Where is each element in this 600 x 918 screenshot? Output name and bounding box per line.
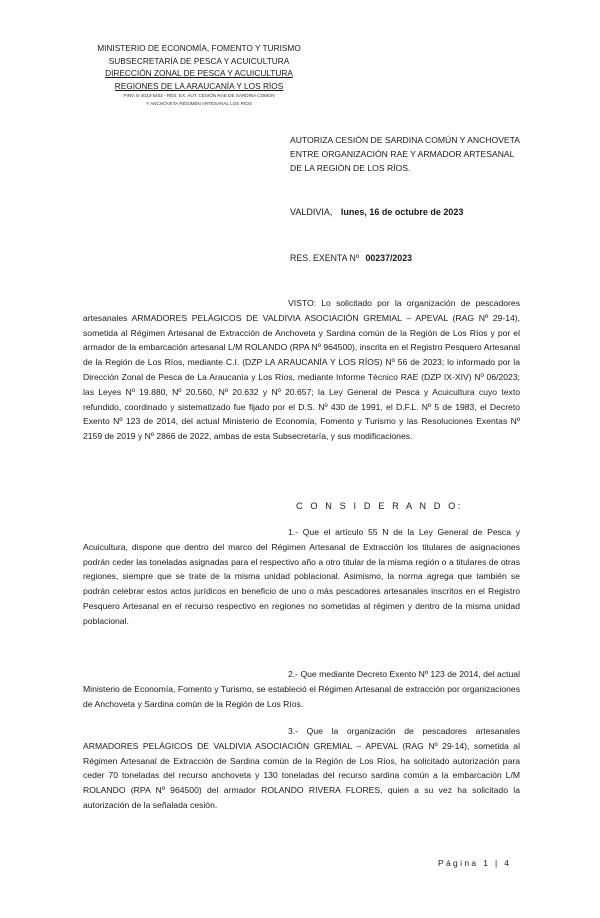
subsecretaria-name: SUBSECRETARÍA DE PESCA Y ACUICULTURA — [108, 55, 290, 66]
reference-line-1: PINV. E-2023-5402 - RES. EX. AUT. CESIÓN RAE DE SARDINA COMÚN — [123, 93, 275, 99]
item-2-first-line: 2.- Que mediante Decreto Exento Nº 123 de — [288, 669, 457, 679]
item-1-first-line: 1.- Que el artículo 55 N de la Ley General de — [288, 527, 483, 537]
considerando-heading: C O N S I D E R A N D O: — [296, 501, 464, 511]
resolution-label: RES. EXENTA Nº — [290, 253, 360, 263]
subject-line-2: ENTRE ORGANIZACIÓN RAE Y ARMADOR ARTESANAL — [290, 148, 515, 159]
reference-line-2: Y ANCHOVETA RÉGIMEN ARTESANAL LOS RÍOS — [146, 100, 252, 106]
considerando-item-2 — [83, 667, 520, 711]
visto-first-line: VISTO: Lo solicitado por la organización de — [288, 298, 471, 308]
subject-block — [290, 134, 560, 175]
date-value: lunes, 16 de octubre de 2023 — [340, 207, 464, 217]
visto-text: pescadores artesanales ARMADORES PELÁGICOS DE VALDIVIA ASOCIACIÓN GREMIAL – APEVAL (RAG Nº 29-14), sometida al Régimen Artesanal de Extracción de Anchoveta y Sardina común de la Región de Los Ríos y por el armador de la embarcación artesanal L/M ROLANDO (RPA Nº 964500), inscrita en el Registro Pesquero Artesanal de la Región de Los Ríos, mediante C.I. (DZP LA ARAUCANÍA Y LOS RÍOS) Nº 56 de 2023; lo informado por la Dirección Zonal de Pesca de La Araucanía y Los Ríos, mediante Informe Técnico RAE (DZP IX-XIV) Nº 06/2023; las Leyes Nº 19.880, Nº 20.560, Nº 20.632 y Nº 20.657; la Ley General de Pesca y Acuicultura cuyo texto refundido, coordinado y sistematizado fue fijado por el D.S. Nº 430 de 1991, el D.F.L. Nº 5 de 1983, el Decreto Exento Nº 123 de 2014, del actual Ministerio de Economía, Fomento y Turismo y las Resoluciones Exentas Nº 2159 de 2019 y Nº 2866 de 2022, ambas de esta Subsecretaría, y sus modificaciones. — [83, 298, 520, 442]
letterhead — [84, 42, 314, 107]
resolution-line — [290, 253, 412, 263]
city: VALDIVIA, — [290, 207, 333, 217]
considerando-item-1 — [83, 525, 520, 629]
item-2-text: 2014, del actual Ministerio de Economía, Fomento y Turismo, se estableció el Régimen Artesanal de extracción por organizaciones de Anchoveta y Sardina común de la Región de Los Ríos. — [83, 669, 520, 709]
subject-line-1: AUTORIZA CESIÓN DE SARDINA COMÚN Y ANCHOVETA — [290, 135, 521, 145]
visto-paragraph — [83, 296, 520, 444]
resolution-number: 00237/2023 — [365, 253, 412, 263]
ministry-name: MINISTERIO DE ECONOMÍA, FOMENTO Y TURISMO — [97, 43, 301, 53]
considerando-item-3 — [83, 724, 520, 813]
subject-line-3: DE LA REGIÓN DE LOS RÍOS. — [290, 162, 411, 173]
item-3-text: artesanales ARMADORES PELÁGICOS DE VALDIVIA ASOCIACIÓN GREMIAL – APEVAL (RAG Nº 29-14), sometida al Régimen Artesanal de Extracción de Sardina común de la Región de Los Ríos, ha solicitado autorización para ceder 70 toneladas del recurso anchoveta y 130 toneladas del recurso sardina común a la embarcación L/M ROLANDO (RPA Nº 964500) del armador ROLANDO RIVERA FLORES, quien a su vez ha solicitado la autorización de la señalada cesión. — [83, 726, 520, 810]
date-line — [290, 207, 463, 217]
regiones-name: REGIONES DE LA ARAUCANÍA Y LOS RÍOS — [114, 80, 284, 91]
direccion-name: DIRECCIÓN ZONAL DE PESCA Y ACUICULTURA — [105, 68, 293, 79]
item-1-text: Pesca y Acuicultura, dispone que dentro del marco del Régimen Artesanal de Extracción los titulares de asignaciones podrán ceder las toneladas asignadas para el respectivo año a otro titular de la misma región o a titulares de otras regiones, siempre que se trate de la misma unidad poblacional. Asimismo, la norma agrega que también se podrán celebrar estos actos jurídicos en beneficio de uno o más pescadores artesanales inscritos en el Registro Pesquero Artesanal en el recurso respectivo en regiones no sometidas al régimen y dentro de la misma unidad poblacional. — [83, 527, 520, 626]
page-number: Página 1 | 4 — [438, 858, 512, 868]
item-3-first-line: 3.- Que la organización de pescadores — [288, 726, 467, 736]
